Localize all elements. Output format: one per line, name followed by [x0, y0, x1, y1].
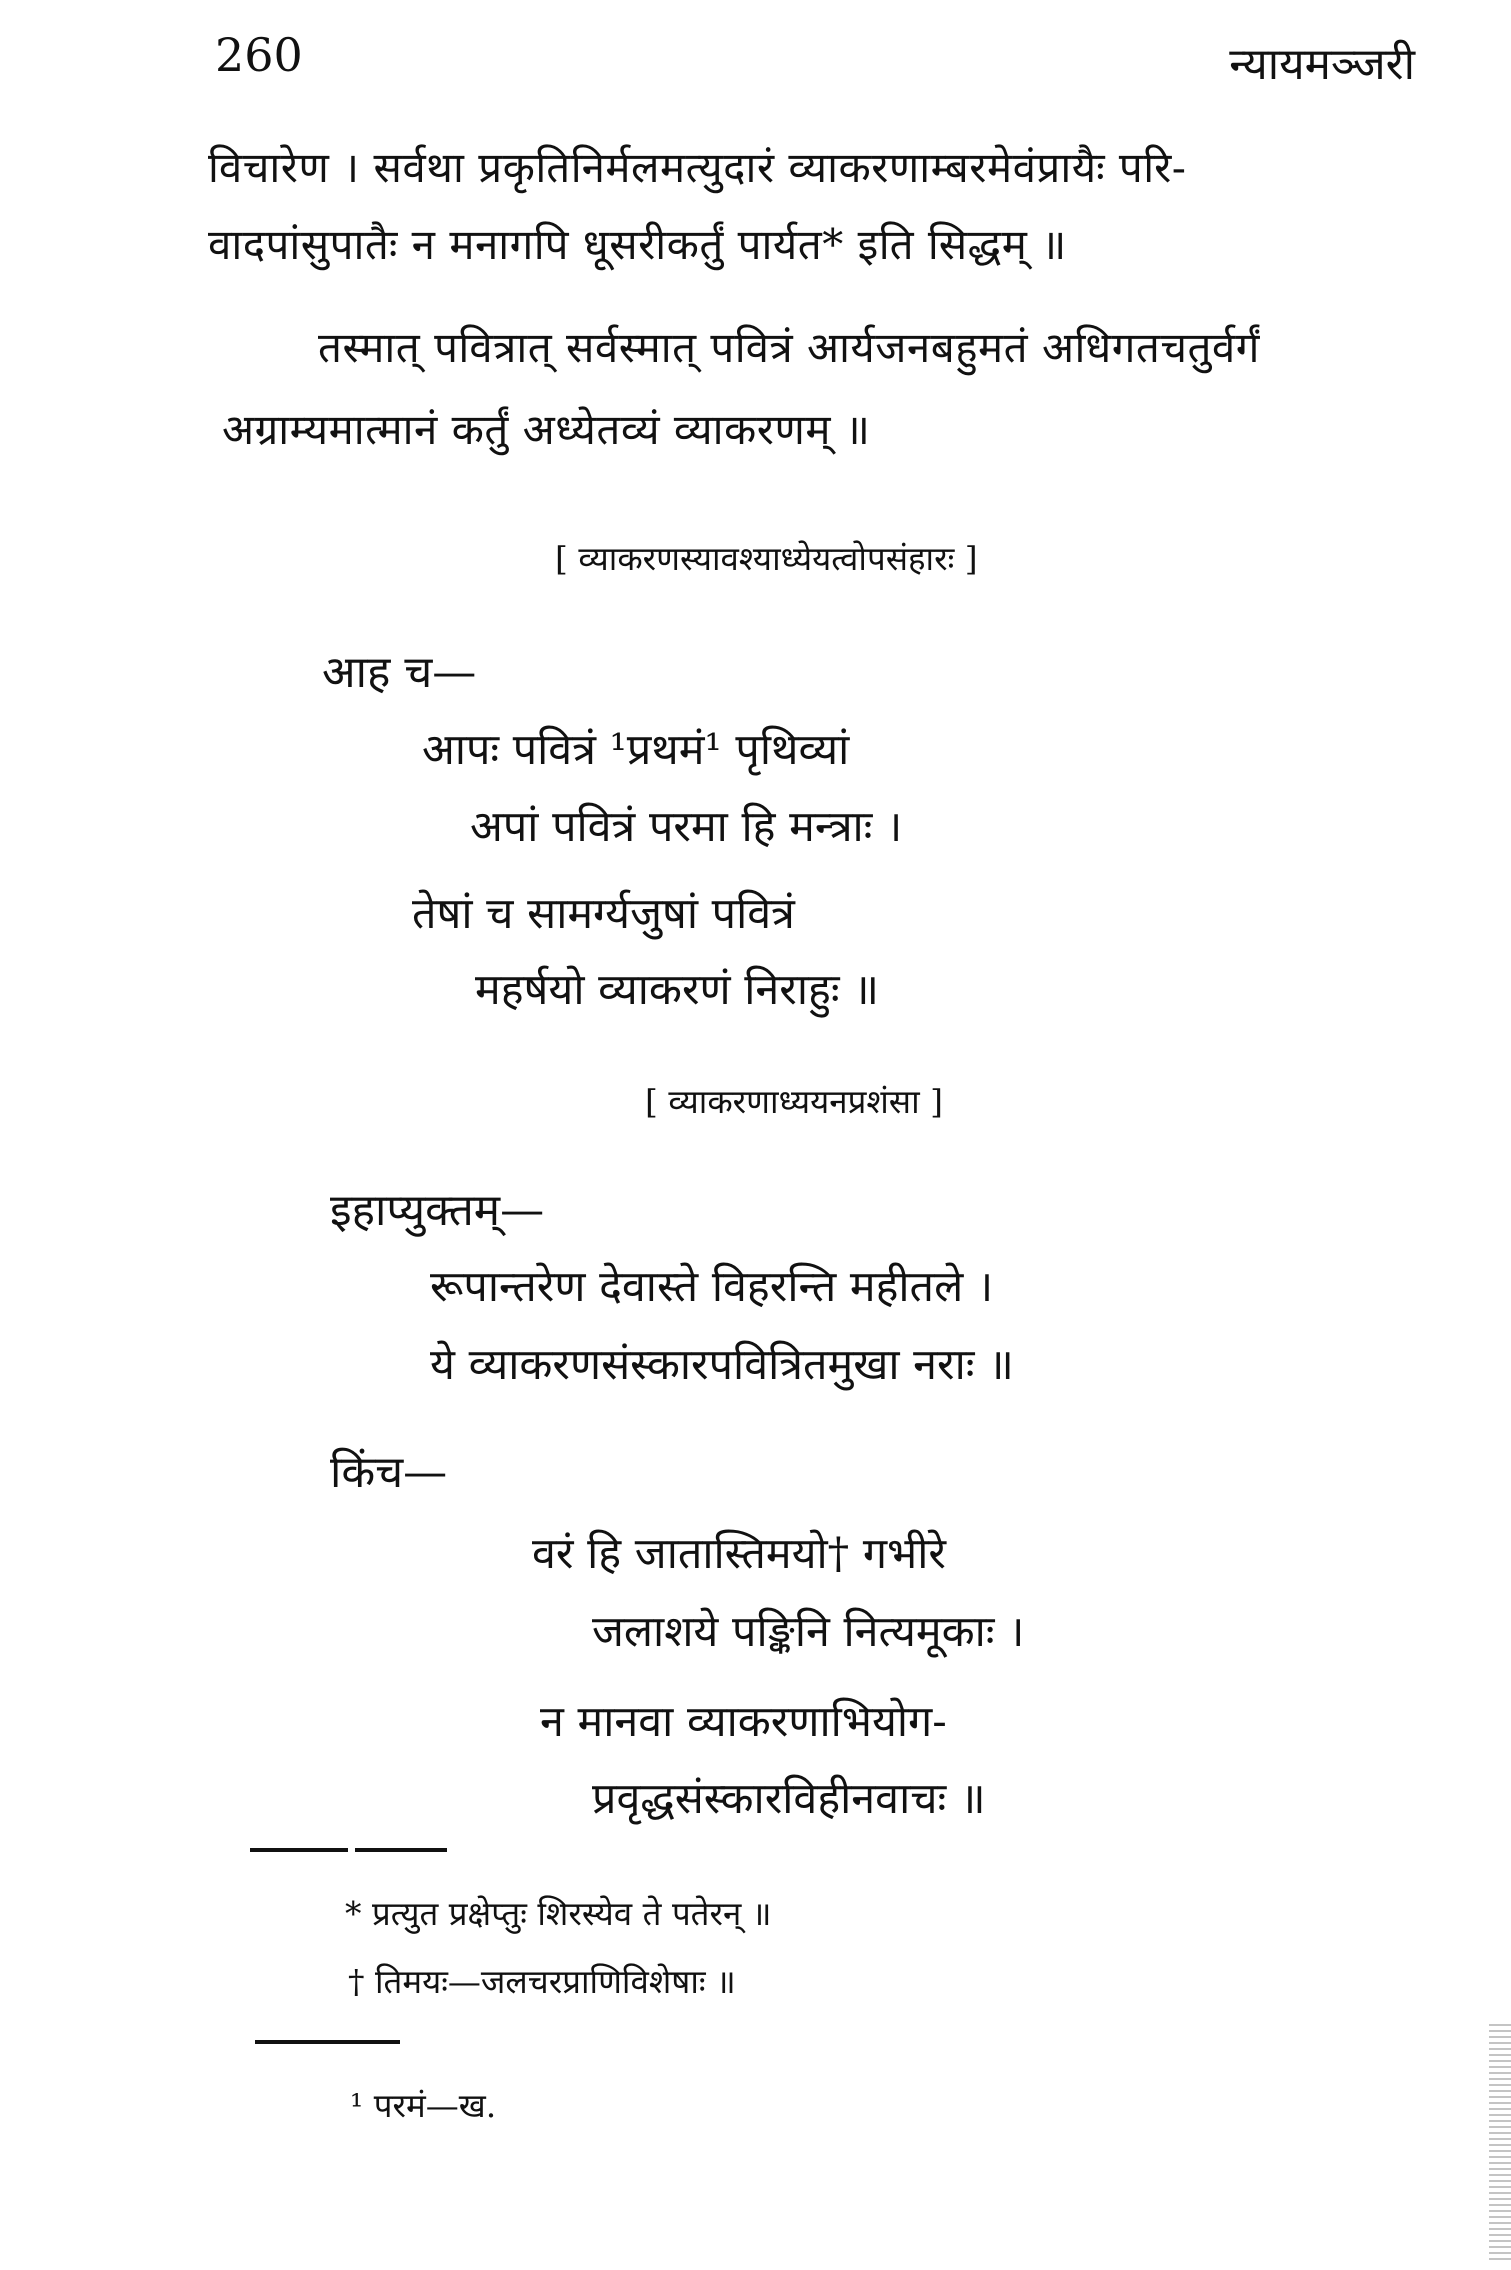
- paragraph-line-4: अग्राम्यमात्मानं कर्तुं अध्येतव्यं व्याकरणम् ॥: [222, 405, 871, 454]
- section-intro-2: इहाप्युक्तम्—: [330, 1185, 545, 1236]
- section-heading-2: [ व्याकरणाध्ययनप्रशंसा ]: [645, 1082, 944, 1121]
- verse-line: महर्षयो व्याकरणं निराहुः ॥: [475, 965, 879, 1015]
- footnote-rule-segment: [355, 1848, 447, 1852]
- running-title: न्यायमञ्जरी: [1229, 39, 1415, 90]
- verse-line: रूपान्तरेण देवास्ते विहरन्ति महीतले ।: [430, 1262, 994, 1312]
- verse-line: जलाशये पङ्किनि नित्यमूकाः ।: [592, 1607, 1025, 1657]
- section-intro-3: किंच—: [330, 1447, 448, 1498]
- verse-line: प्रवृद्धसंस्कारविहीनवाचः ॥: [592, 1774, 986, 1824]
- variant-note: ¹ परमं—ख.: [350, 2086, 497, 2125]
- page-number: 260: [215, 28, 303, 82]
- verse-line: तेषां च सामर्ग्यजुषां पवित्रं: [412, 889, 795, 939]
- page-edge-shadow: [1489, 2020, 1511, 2260]
- section-intro-1: आह च—: [322, 647, 477, 698]
- verse-line: आपः पवित्रं ¹प्रथमं¹ पृथिव्यां: [422, 725, 850, 775]
- paragraph-line-1: विचारेण । सर्वथा प्रकृतिनिर्मलमत्युदारं व्याकरणाम्बरमेवंप्रायैः परि-: [208, 143, 1187, 192]
- paragraph-line-3: तस्मात् पवित्रात् सर्वस्मात् पवित्रं आर्यजनबहुमतं अधिगतचतुर्वर्गं: [318, 323, 1260, 372]
- section-heading-1: [ व्याकरणस्यावश्याध्येयत्वोपसंहारः ]: [555, 539, 978, 578]
- footnote: † तिमयः—जलचरप्राणिविशेषाः ॥: [348, 1962, 736, 2001]
- verse-line: वरं हि जातास्तिमयो† गभीरे: [532, 1529, 946, 1579]
- verse-line: अपां पवित्रं परमा हि मन्त्राः ।: [470, 802, 903, 852]
- paragraph-line-2: वादपांसुपातैः न मनागपि धूसरीकर्तुं पार्यत* इति सिद्धम् ॥: [208, 220, 1067, 269]
- footnote: * प्रत्युत प्रक्षेप्तुः शिरस्येव ते पतेरन् ॥: [345, 1894, 772, 1933]
- variant-rule: [255, 2040, 400, 2044]
- verse-line: ये व्याकरणसंस्कारपवित्रितमुखा नराः ॥: [430, 1340, 1014, 1390]
- verse-line: न मानवा व्याकरणाभियोग-: [540, 1697, 947, 1747]
- footnote-rule-segment: [250, 1848, 348, 1852]
